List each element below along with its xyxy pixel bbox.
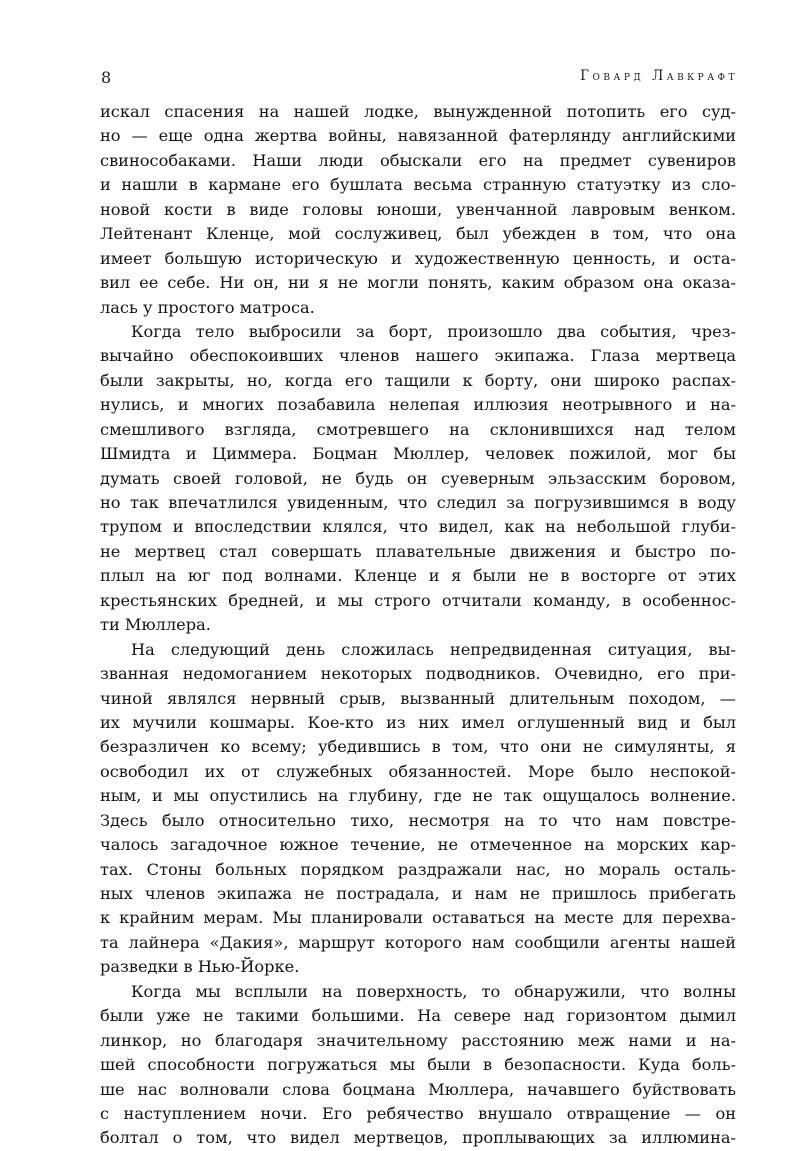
text-line: Здесь было относительно тихо, несмотря на то что нам повстре- — [100, 810, 736, 830]
text-line: вычайно обеспокоивших членов нашего экипажа. Глаза мертвеца — [100, 346, 736, 366]
body-text — [100, 100, 736, 1151]
text-line: освободил их от служебных обязанностей. Море было неспокой- — [100, 761, 736, 781]
text-line: искал спасения на нашей лодке, вынужденной потопить его суд- — [100, 102, 736, 121]
text-line: Шмидта и Циммера. Боцман Мюллер, человек пожилой, мог бы — [100, 444, 736, 464]
text-line: вил ее себе. Ни он, ни я не могли понять, каким образом она оказа- — [100, 273, 736, 293]
text-line: ти Мюллера. — [100, 615, 211, 635]
text-line: лась у простого матроса. — [100, 297, 315, 317]
text-line: чалось загадочное южное течение, не отмеченное на морских кар- — [100, 835, 736, 855]
text-line: смешливого взгляда, смотревшего на склонившихся над телом — [100, 419, 736, 439]
text-line: были уже не такими большими. На севере над горизонтом дымил — [100, 1006, 736, 1026]
text-line: разведки в Нью-Йорке. — [100, 957, 300, 977]
text-line: новой кости в виде головы юноши, увенчанной лавровым венком. — [100, 199, 736, 219]
text-line: не мертвец стал совершать плавательные движения и быстро по- — [100, 541, 736, 561]
text-line: ше нас волновали слова боцмана Мюллера, начавшего буйствовать — [100, 1079, 736, 1099]
text-line: линкор, но благодаря значительному расстоянию меж нами и на- — [100, 1030, 736, 1050]
text-line: На следующий день сложилась непредвиденная ситуация, вы- — [131, 639, 736, 659]
text-line: их мучили кошмары. Кое-кто из них имел оглушенный вид и был — [100, 712, 736, 732]
text-line: трупом и впоследствии клялся, что видел, как на небольшой глуби- — [100, 517, 736, 537]
text-line: и нашли в кармане его бушлата весьма странную статуэтку из сло- — [100, 175, 736, 195]
text-line: та лайнера «Дакия», маршрут которого нам сообщили агенты нашей — [100, 932, 736, 952]
text-line: имеет большую историческую и художественную ценность, и оста- — [100, 248, 736, 268]
text-line: нулись, и многих позабавила нелепая иллюзия неотрывного и на- — [100, 395, 736, 415]
text-line: чиной являлся нервный срыв, вызванный длительным походом, — — [100, 688, 736, 708]
text-line: шей способности погружаться мы были в безопасности. Куда боль- — [100, 1055, 736, 1075]
text-line: тах. Стоны больных порядком раздражали нас, но мораль осталь- — [100, 859, 736, 879]
text-line: плыл на юг под волнами. Кленце и я были не в восторге от этих — [100, 566, 736, 586]
text-line: свинособаками. Наши люди обыскали его на предмет сувениров — [100, 150, 736, 170]
text-line: к крайним мерам. Мы планировали оставаться на месте для перехва- — [100, 908, 736, 928]
text-line: званная недомоганием некоторых подводников. Очевидно, его при- — [100, 664, 736, 684]
text-line: крестьянских бредней, и мы строго отчитали команду, в особеннос- — [100, 590, 736, 610]
text-line: были закрыты, но, когда его тащили к борту, они широко распах- — [100, 370, 736, 390]
text-line: с наступлением ночи. Его ребячество внушало отвращение — он — [100, 1103, 736, 1123]
text-line: Лейтенант Кленце, мой сослуживец, был убежден в том, что она — [100, 224, 736, 244]
running-title: Говард Лавкрафт — [580, 68, 738, 84]
text-line: болтал о том, что видел мертвецов, проплывающих за иллюмина- — [100, 1128, 736, 1148]
text-line: думать своей головой, не будь он суеверным эльзасским боровом, — [100, 468, 736, 488]
text-line: безразличен ко всему; убедившись в том, что они не симулянты, я — [100, 737, 736, 757]
text-line: ным, и мы опустились на глубину, где не так ощущалось волнение. — [100, 786, 736, 806]
text-line: но — еще одна жертва войны, навязанной фатерлянду английскими — [100, 126, 736, 146]
text-line: ных членов экипажа не пострадала, и нам не пришлось прибегать — [100, 884, 736, 903]
page-number: 8 — [101, 68, 112, 87]
text-line: Когда тело выбросили за борт, произошло два события, чрез- — [131, 321, 736, 341]
text-line: но так впечатлился увиденным, что следил за погрузившимся в воду — [100, 493, 736, 512]
text-line: Когда мы всплыли на поверхность, то обнаружили, что волны — [131, 981, 736, 1001]
